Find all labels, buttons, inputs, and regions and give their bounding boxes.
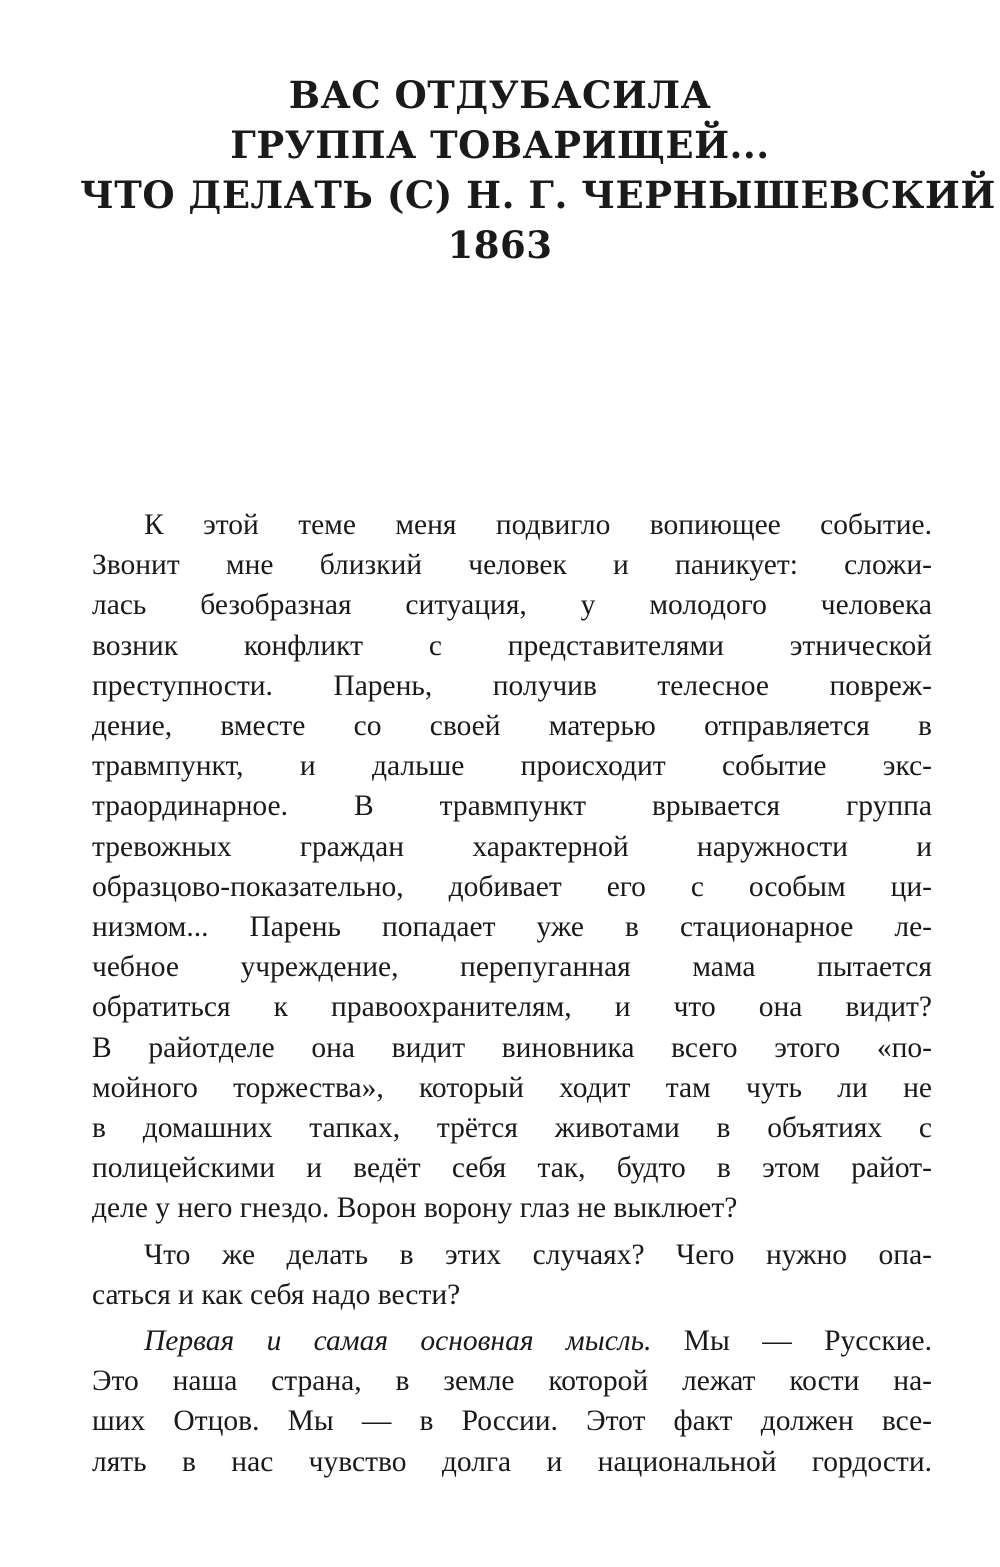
text-line: чебное учреждение, перепуганная мама пытается [92, 951, 932, 984]
text-line: Звонит мне близкий человек и паникует: сложи- [92, 549, 932, 582]
paragraph-2 [92, 1235, 932, 1315]
text-line: травмпункт, и дальше происходит событие экс- [92, 750, 932, 783]
chapter-title [80, 70, 996, 270]
title-line: ГРУППА ТОВАРИЩЕЙ... [230, 123, 770, 167]
text-line: полицейскими и ведёт себя так, будто в этом райот- [92, 1152, 932, 1185]
text-line: саться и как себя надо вести? [92, 1278, 461, 1311]
text-line: лять в нас чувство долга и национальной гордости. [92, 1445, 932, 1478]
text-line: деле у него гнездо. Ворон ворону глаз не выклюет? [92, 1192, 738, 1225]
chapter-body [92, 505, 932, 1482]
text-line: преступности. Парень, получив телесное повреж- [92, 669, 932, 702]
text-line: в домашних тапках, трётся животами в объятиях с [92, 1112, 932, 1145]
text-line: мойного торжества», который ходит там чуть ли не [92, 1071, 932, 1104]
paragraph-1 [92, 505, 932, 1229]
text-line: В райотделе она видит виновника всего этого «по- [92, 1031, 932, 1064]
text-run: Мы — Русские. [651, 1325, 932, 1358]
title-line: ЧТО ДЕЛАТЬ (С) Н. Г. ЧЕРНЫШЕВСКИЙ [80, 173, 996, 217]
paragraph-3 [92, 1321, 932, 1482]
title-line: ВАС ОТДУБАСИЛА [288, 73, 712, 117]
title-year: 1863 [447, 223, 553, 267]
text-line: низмом... Парень попадает уже в стационарное ле- [92, 911, 932, 944]
text-line: Это наша страна, в земле которой лежат кости на- [92, 1365, 932, 1398]
text-line: тревожных граждан характерной наружности и [92, 830, 932, 863]
text-line: образцово-показательно, добивает его с особым ци- [92, 870, 932, 903]
text-line: ших Отцов. Мы — в России. Этот факт должен все- [92, 1405, 932, 1438]
text-line: лась безобразная ситуация, у молодого человека [92, 589, 932, 622]
text-line: Что же делать в этих случаях? Чего нужно опа- [144, 1238, 932, 1271]
italic-lead: Первая и самая основная мысль. [144, 1325, 652, 1358]
text-line: К этой теме меня подвигло вопиющее событие. [144, 509, 932, 541]
text-line: траординарное. В травмпункт врывается группа [92, 790, 932, 823]
text-line: обратиться к правоохранителям, и что она видит? [92, 991, 932, 1024]
text-line: возник конфликт с представителями этнической [92, 629, 932, 662]
text-line: дение, вместе со своей матерью отправляется в [92, 710, 932, 743]
text-line [92, 1321, 932, 1361]
